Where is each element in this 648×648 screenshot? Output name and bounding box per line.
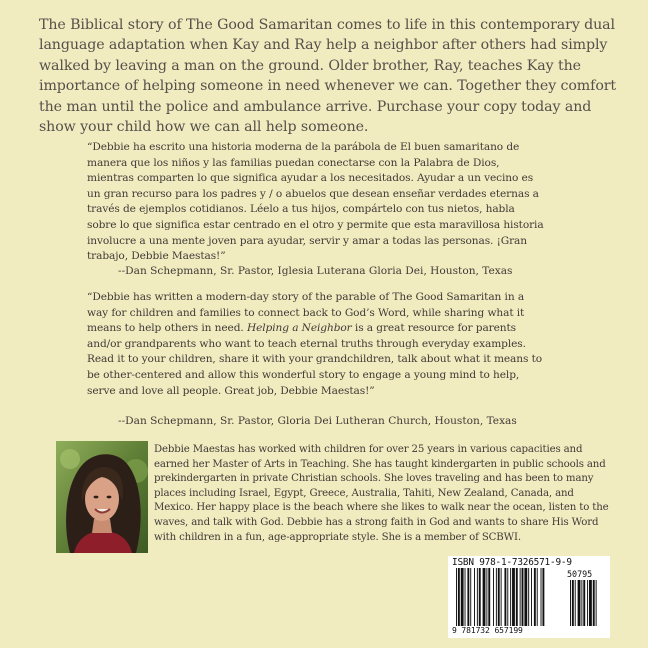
book-description: The Biblical story of The Good Samaritan comes to life in this contemporary dual language adaptation when Kay and Ray help a neighbor after others had simply walked by leaving a man on the ground. Older brother, Ray, teaches Kay the importance of helping someone in need whenever we can. Together they comfort the man until the police and ambulance arrive. Purchase your copy today and show your child how we can all help someone. <box>39 17 617 136</box>
endorsement-english-part1: “Debbie has written a modern-day story of the parable of The Good Samaritan in a way for children and families to connect back to God’s Word, while sharing what it means to help others in need. <box>87 291 525 335</box>
isbn-barcode <box>448 556 610 638</box>
author-photo <box>56 441 148 553</box>
author-bio: Debbie Maestas has worked with children for over 25 years in various capacities and earned her Master of Arts in Teaching. She has taught kindergarten in public schools and prekindergarten in private Christian schools. She loves traveling and has been to many places including Israel, Egypt, Greece, Australia, Tahiti, New Zealand, Canada, and Mexico. Her happy place is the beach where she likes to walk near the ocean, listen to the waves, and talk with God. Debbie has a strong faith in God and wants to share His Word with children in a fun, age-appropriate style. She is a member of SCBWI. <box>154 444 609 543</box>
endorsement-spanish: “Debbie ha escrito una historia moderna de la parábola de El buen samaritano de manera que los niños y las familias puedan conectarse con la Palabra de Dios, mientras comparten lo que significa ayudar a los necesitados. Ayudar a un vecino es un gran recurso para los padres y / o abuelos que desean enseñar verdades eternas a través de ejemplos cotidianos. Léelo a tus hijos, compártelo con tus nietos, habla sobre lo que significa estar centrado en el otro y permite que esta maravillosa historia involucre a una mente joven para ayudar, servir y amar a todas las personas. ¡Gran trabajo, Debbie Maestas!” <box>87 141 544 263</box>
endorsement-english <box>87 290 547 399</box>
book-title-italic: Helping a Neighbor <box>246 322 352 335</box>
barcode-digits: 9 781732 657199 <box>452 626 523 635</box>
endorsement-english-part2: is a great resource for parents and/or grandparents who want to teach eternal truths through everyday examples. Read it to your children, share it with your grandchildren, talk about what it means to be other-centered and allow this wonderful story to engage a young mind to help, serve and love all people. Great job, Debbie Maestas!” <box>87 322 543 397</box>
barcode-addon-digits: 50795 <box>567 569 593 579</box>
endorsement-spanish-attribution: --Dan Schepmann, Sr. Pastor, Iglesia Luterana Gloria Dei, Houston, Texas <box>118 265 513 277</box>
isbn-label: ISBN 978-1-7326571-9-9 <box>452 557 572 568</box>
endorsement-english-attribution: --Dan Schepmann, Sr. Pastor, Gloria Dei Lutheran Church, Houston, Texas <box>118 415 517 427</box>
